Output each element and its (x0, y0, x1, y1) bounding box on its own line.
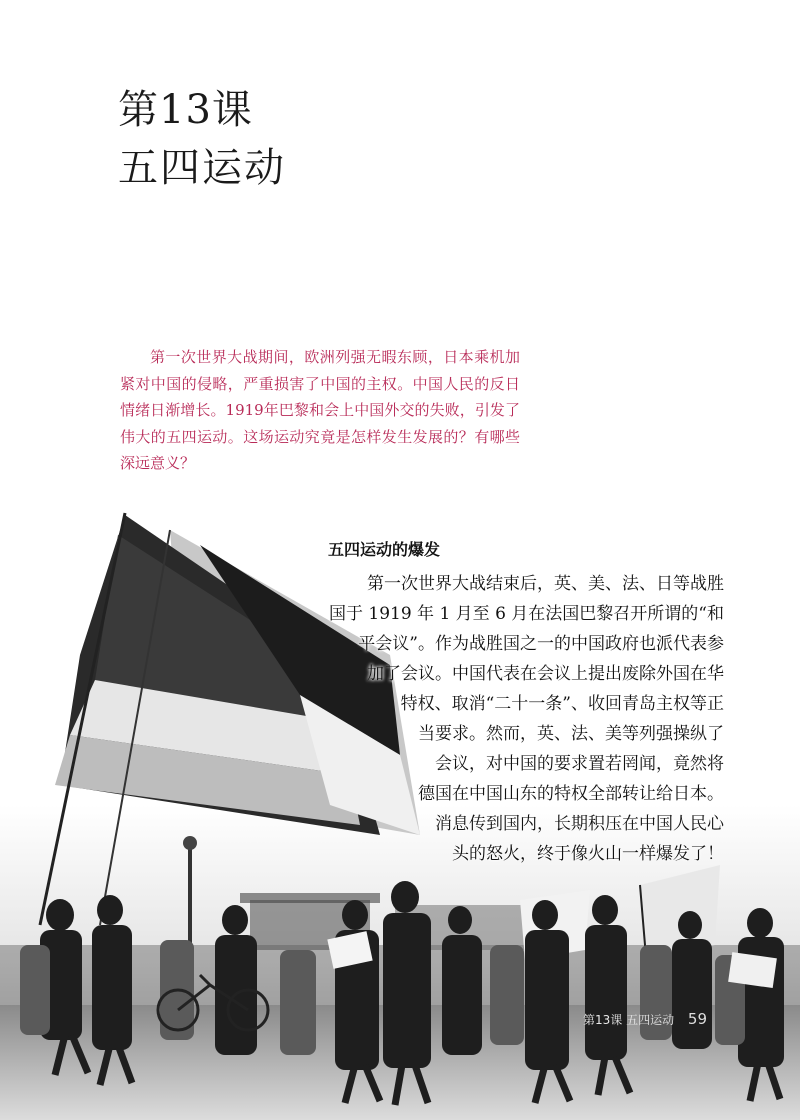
body-line: 德国在中国山东的特权全部转让给日本。 (418, 784, 724, 804)
page-number: 59 (687, 1010, 708, 1028)
section-outbreak (0, 540, 800, 870)
page-footer (583, 1010, 707, 1028)
section-heading: 五四运动的爆发 (328, 540, 441, 559)
intro-paragraph (120, 344, 520, 477)
body-line: 头的怒火，终于像火山一样爆发了！ (452, 844, 724, 864)
body-line: 会议，对中国的要求置若罔闻，竟然将 (435, 754, 724, 774)
body-line: 特权、取消“二十一条”、收回青岛主权等正 (400, 694, 724, 714)
body-line: 第一次世界大战结束后，英、美、法、日等战胜 (367, 574, 724, 594)
intro-text: 第一次世界大战期间，欧洲列强无暇东顾，日本乘机加紧对中国的侵略，严重损害了中国的主权。中国人民的反日情绪日渐增长。1919年巴黎和会上中国外交的失败，引发了伟大的五四运动。这场运动究竟是怎样发生发展的？有哪些深远意义？ (120, 348, 520, 472)
footer-lesson-label: 第13课 五四运动 (583, 1013, 675, 1027)
lesson-number: 第13课 (118, 87, 253, 133)
body-line: 国于 1919 年 1 月至 6 月在法国巴黎召开所谓的“和 (328, 604, 724, 624)
body-line: 平会议”。作为战胜国之一的中国政府也派代表参 (358, 634, 724, 654)
lesson-title: 五四运动 (118, 145, 286, 191)
body-line: 当要求。然而，英、法、美等列强操纵了 (418, 724, 724, 744)
body-line: 加了会议。中国代表在会议上提出废除外国在华 (367, 664, 724, 684)
body-line: 消息传到国内，长期积压在中国人民心 (435, 814, 724, 834)
